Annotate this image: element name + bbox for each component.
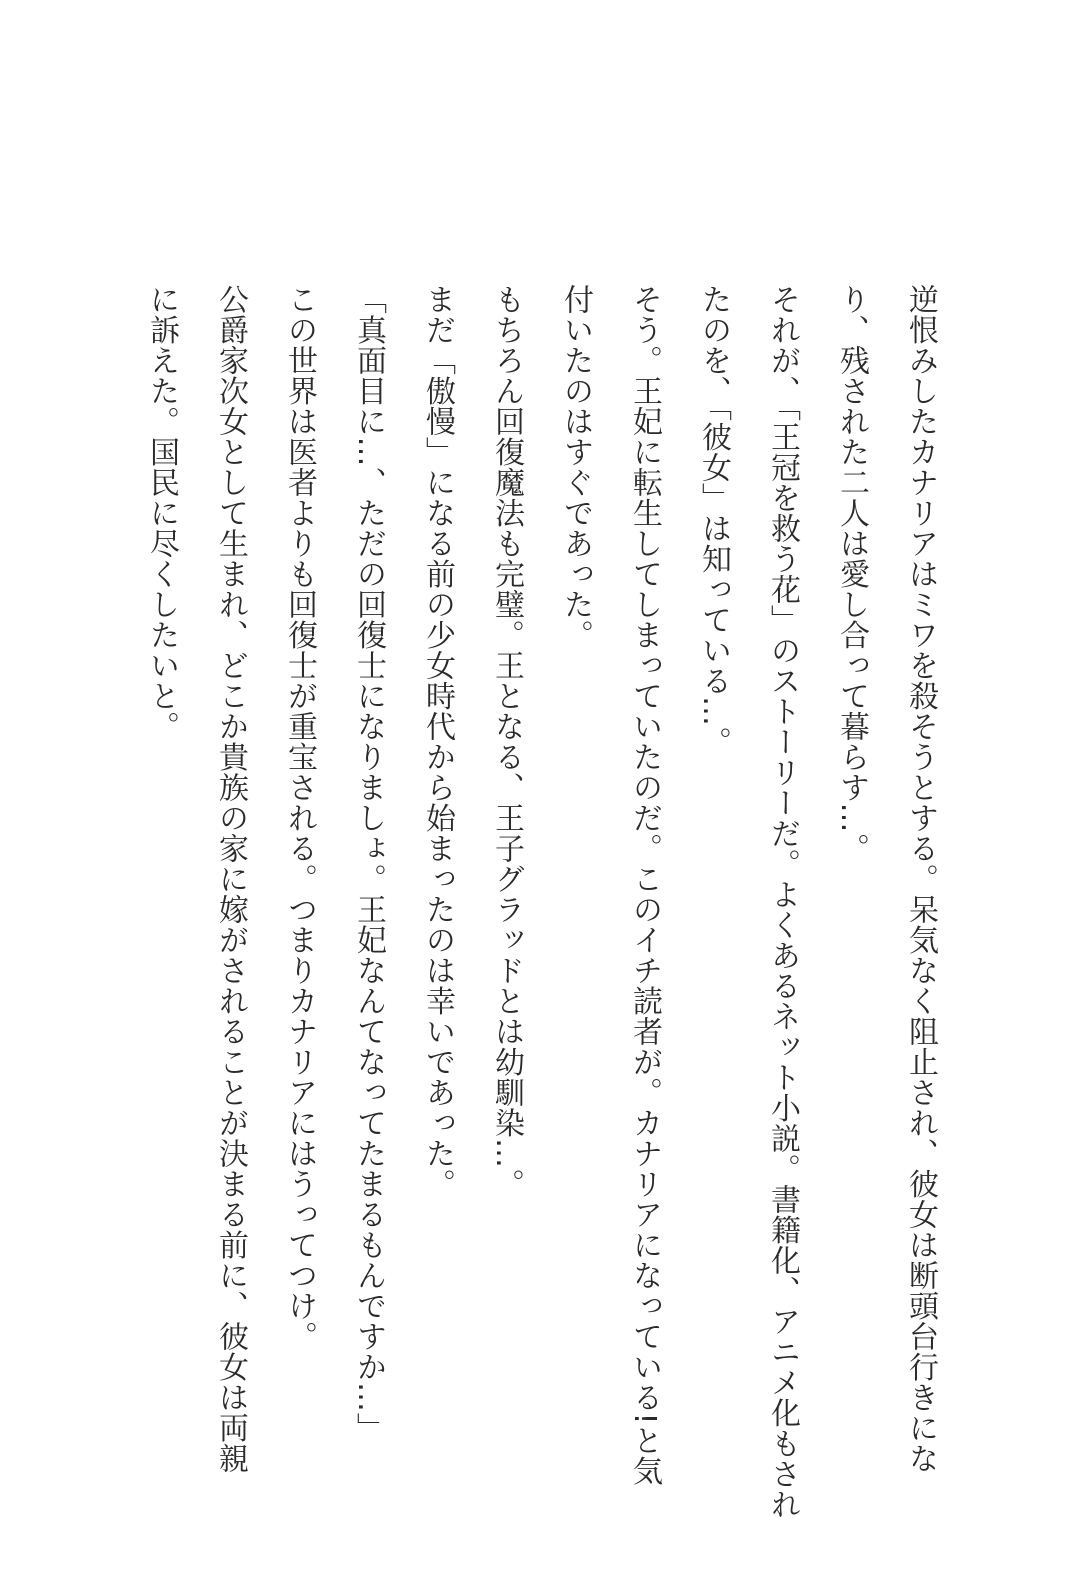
text-line: に訴えた。国民に尽くしたいと。 <box>144 284 179 742</box>
text-line: まだ「傲慢」になる前の少女時代から始まったのは幸いであった。 <box>420 284 455 1199</box>
text-line: 付いたのはすぐであった。 <box>558 284 593 650</box>
text-line: たのを、「彼女」は知っている…。 <box>696 284 731 757</box>
text-line: それが、「王冠を救う花」のストーリーだ。よくあるネット小説。書籍化、アニメ化もされ <box>765 284 800 1520</box>
vertical-text-body <box>127 284 955 1520</box>
text-line: 公爵家次女として生まれ、どこか貴族の家に嫁がされることが決まる前に、彼女は両親 <box>213 284 248 1474</box>
text-line: 「真面目に…、ただの回復士になりましょ。王妃なんてなってたまるもんですか…」 <box>351 284 386 1443</box>
text-line: り、残された二人は愛し合って暮らす…。 <box>834 284 869 864</box>
text-line: そう。王妃に転生してしまっていたのだ。このイチ読者が。カナリアになっている!と気 <box>627 284 662 1487</box>
text-line: 逆恨みしたカナリアはミワを殺そうとする。呆気なく阻止され、彼女は断頭台行きにな <box>903 284 938 1474</box>
text-line: もちろん回復魔法も完璧。王となる、王子グラッドとは幼馴染…。 <box>489 284 524 1199</box>
text-line: この世界は医者よりも回復士が重宝される。つまりカナリアにはうってつけ。 <box>282 284 317 1352</box>
